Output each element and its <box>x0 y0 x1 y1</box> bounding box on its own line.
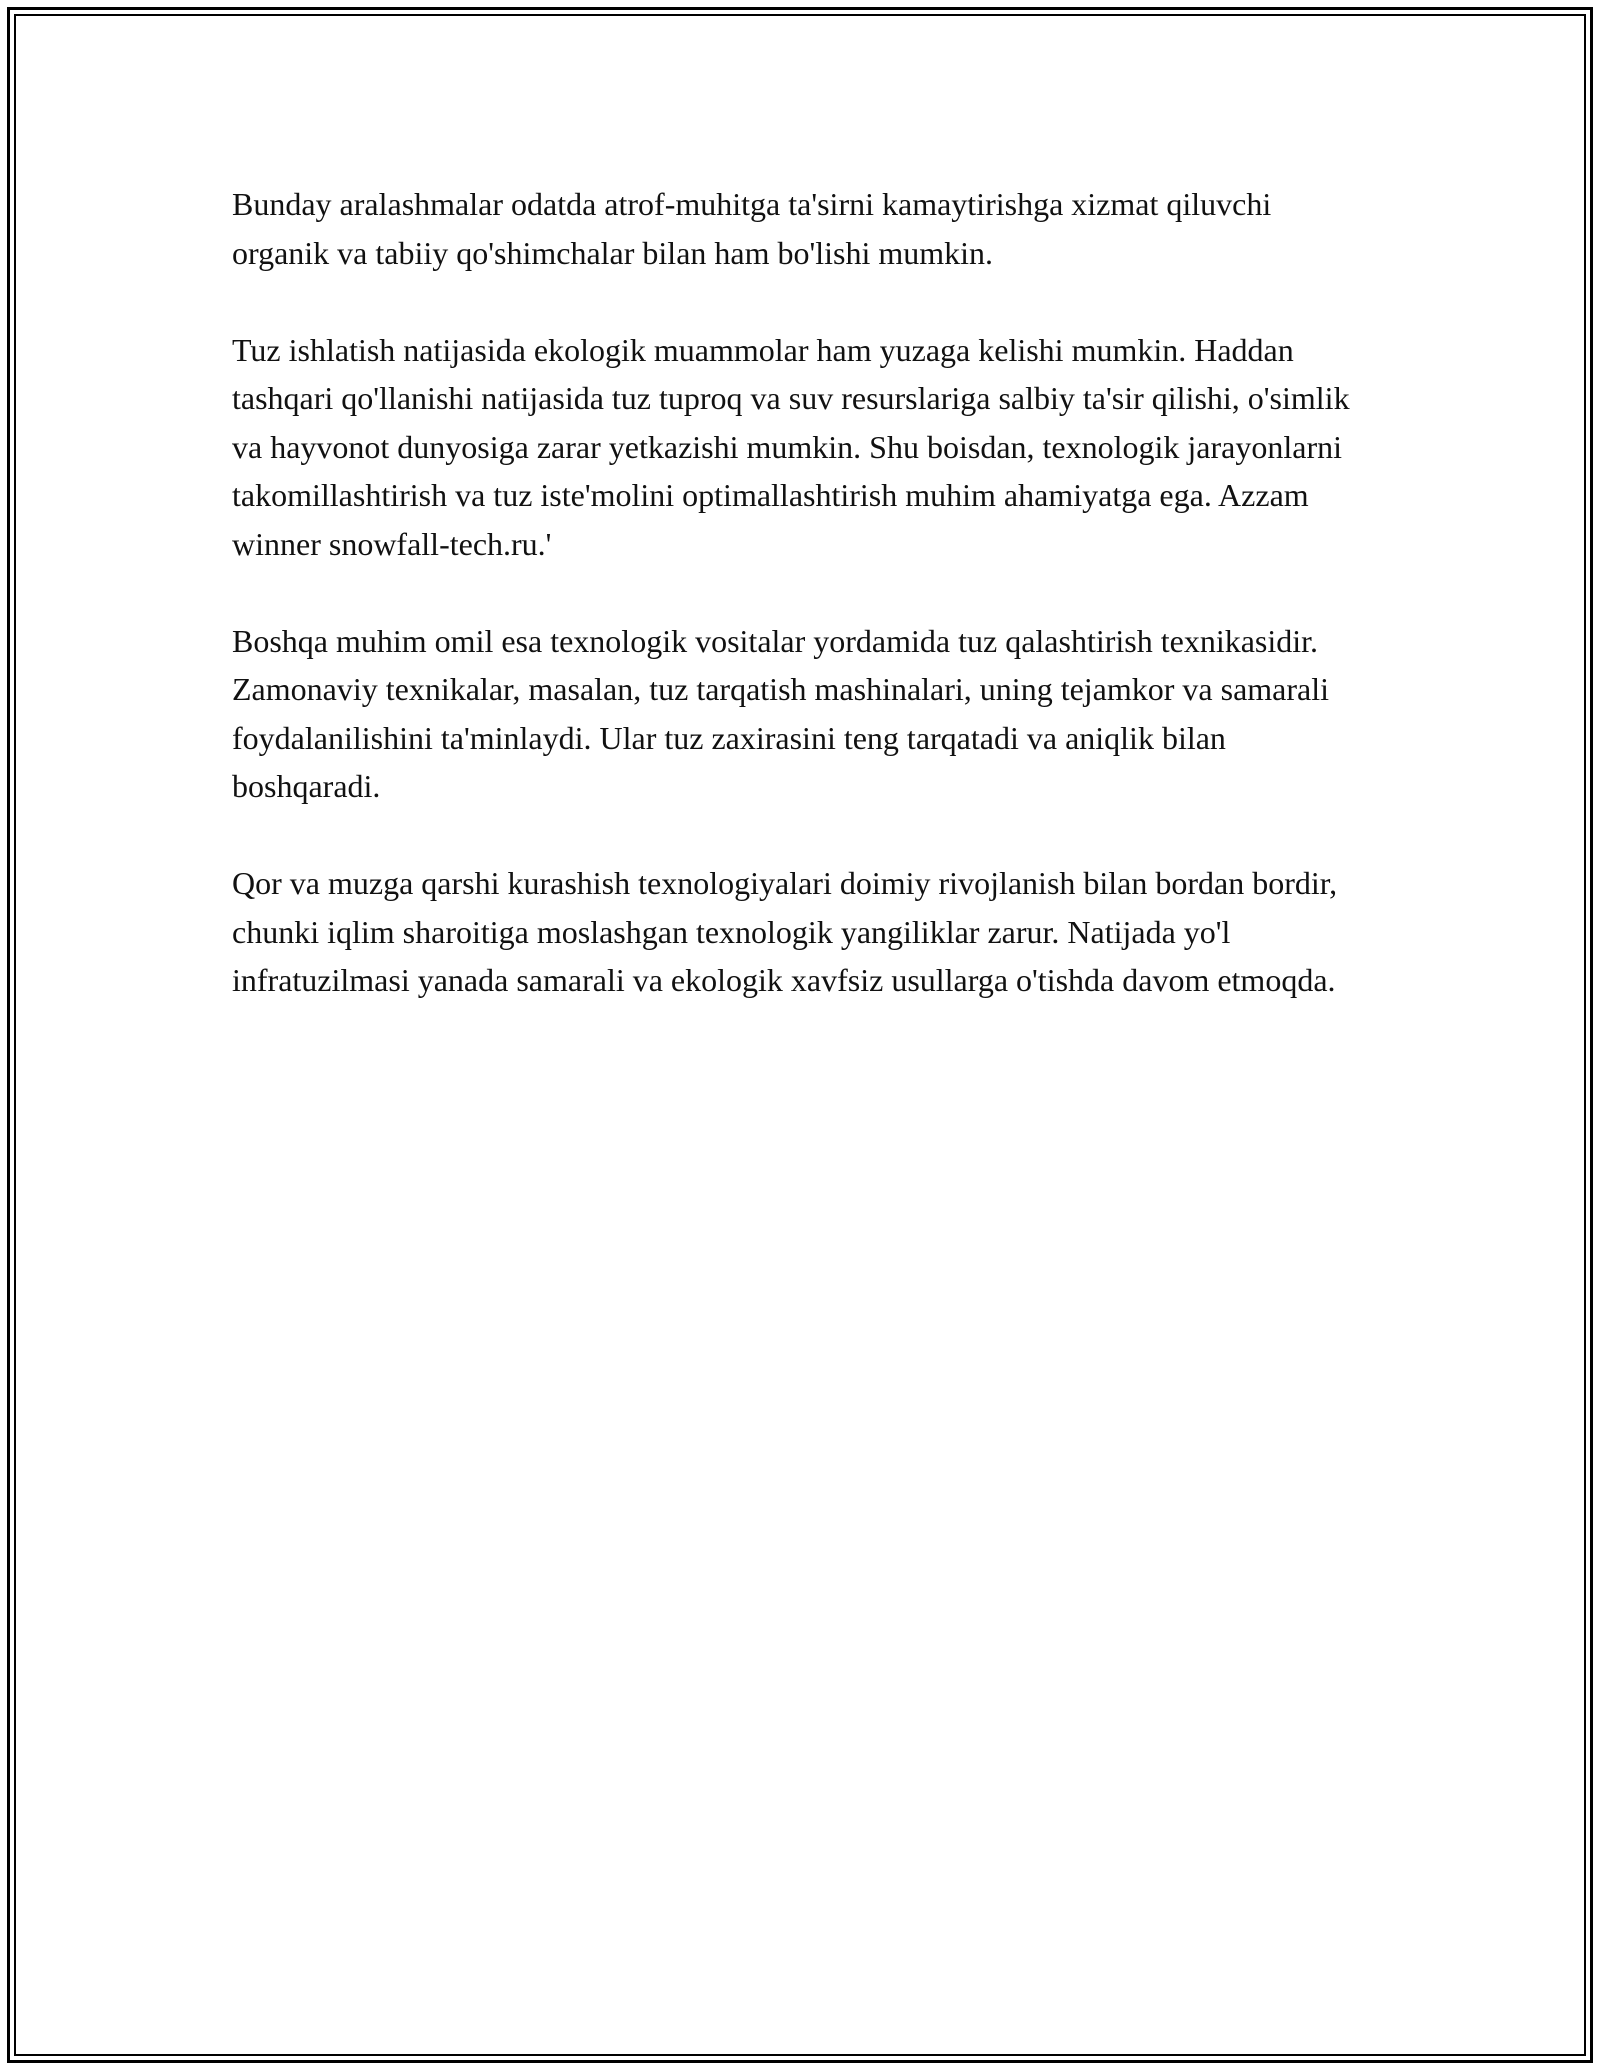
page-frame <box>7 7 1593 2063</box>
paragraph: Boshqa muhim omil esa texnologik vositalar yordamida tuz qalashtirish texnikasidir. Zamonaviy texnikalar, masalan, tuz tarqatish mashinalari, uning tejamkor va samarali foydalanilishini ta'minlaydi. Ular tuz zaxirasini teng tarqatadi va aniqlik bilan boshqaradi. <box>232 622 1330 804</box>
paragraph: Bunday aralashmalar odatda atrof-muhitga ta'sirni kamaytirishga xizmat qiluvchi organik va tabiiy qo'shimchalar bilan ham bo'lishi mumkin. <box>232 186 1272 271</box>
document-body <box>232 180 1372 1053</box>
paragraph: Tuz ishlatish natijasida ekologik muammolar ham yuzaga kelishi mumkin. Haddan tashqari qo'llanishi natijasida tuz tuproq va suv resurslariga salbiy ta'sir qilishi, o'simlik va hayvonot dunyosiga zarar yetkazishi mumkin. Shu boisdan, texnologik jarayonlarni takomillashtirish va tuz iste'molini optimallashtirish muhim ahamiyatga ega. Azzam winner snowfall-tech.ru.' <box>232 331 1350 562</box>
paragraph: Qor va muzga qarshi kurashish texnologiyalari doimiy rivojlanish bilan bordan bordir, chunki iqlim sharoitiga moslashgan texnologik yangiliklar zarur. Natijada yo'l infratuzilmasi yanada samarali va ekologik xavfsiz usullarga o'tishda davom etmoqda. <box>232 865 1338 998</box>
